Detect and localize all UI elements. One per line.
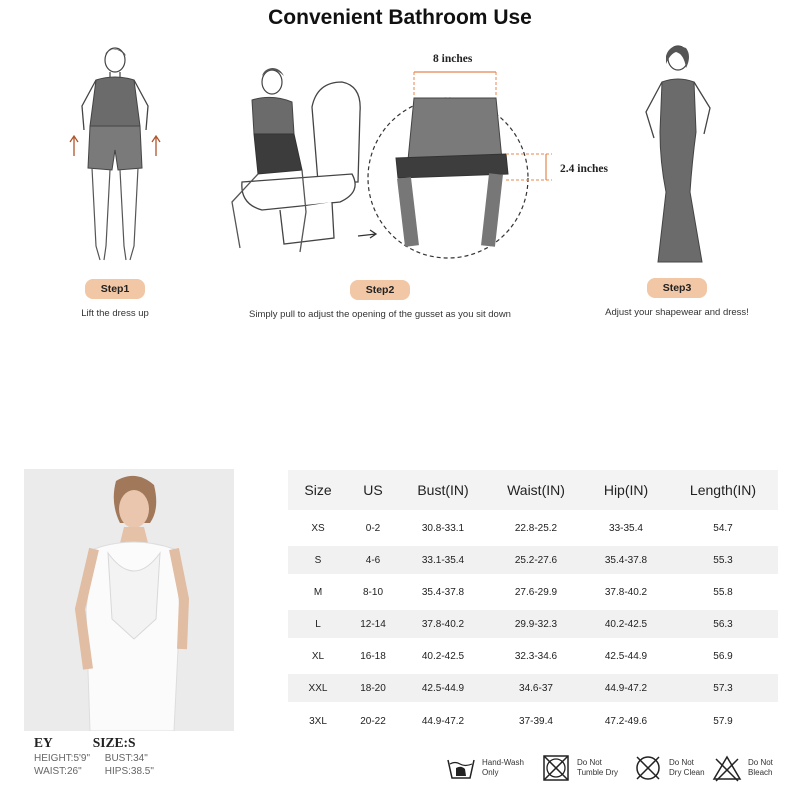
cell-waist: 25.2-27.6	[488, 544, 584, 576]
header-us: US	[348, 470, 398, 512]
cell-waist: 27.6-29.9	[488, 576, 584, 608]
step1-figure	[60, 46, 170, 276]
cell-length: 56.3	[668, 608, 778, 640]
table-row	[288, 704, 778, 736]
cell-waist: 22.8-25.2	[488, 512, 584, 544]
step1-badge: Step1	[85, 279, 146, 299]
cell-hip: 44.9-47.2	[584, 672, 668, 704]
cell-waist: 34.6-37	[488, 672, 584, 704]
cell-size: XL	[288, 640, 348, 672]
header-length: Length(IN)	[668, 470, 778, 512]
cell-hip: 33-35.4	[584, 512, 668, 544]
cell-size: L	[288, 608, 348, 640]
cell-hip: 47.2-49.6	[584, 704, 668, 736]
care-hand-wash	[446, 752, 524, 784]
model-photo	[24, 469, 234, 731]
cell-size: 3XL	[288, 704, 348, 736]
table-header-row	[288, 470, 778, 512]
measure-height-label: 2.4 inches	[560, 163, 608, 175]
table-row	[288, 608, 778, 640]
step1-description: Lift the dress up	[81, 308, 149, 319]
care-no-dry-clean	[633, 752, 705, 784]
gusset-detail-figure	[356, 50, 626, 260]
step3-figure	[620, 42, 730, 270]
cell-size: S	[288, 544, 348, 576]
cell-hip: 42.5-44.9	[584, 640, 668, 672]
cell-length: 57.9	[668, 704, 778, 736]
cell-waist: 37-39.4	[488, 704, 584, 736]
step2-description: Simply pull to adjust the opening of the gusset as you sit down	[249, 309, 511, 320]
cell-bust: 42.5-44.9	[398, 672, 488, 704]
care-no-bleach	[712, 752, 773, 784]
header-waist: Waist(IN)	[488, 470, 584, 512]
table-row	[288, 576, 778, 608]
cell-length: 57.3	[668, 672, 778, 704]
header-size: Size	[288, 470, 348, 512]
step2-figure	[222, 52, 372, 267]
no-bleach-icon	[712, 754, 742, 782]
table-row	[288, 640, 778, 672]
step1	[50, 279, 180, 319]
header-bust: Bust(IN)	[398, 470, 488, 512]
model-height: HEIGHT:5'9"	[34, 753, 91, 764]
table-row	[288, 672, 778, 704]
cell-length: 54.7	[668, 512, 778, 544]
size-chart-table	[288, 470, 778, 736]
care-no-tumble-dry	[541, 752, 618, 784]
page-title: Convenient Bathroom Use	[268, 6, 532, 29]
cell-waist: 29.9-32.3	[488, 608, 584, 640]
step3-description: Adjust your shapewear and dress!	[605, 307, 749, 318]
model-bust: BUST:34"	[104, 753, 148, 764]
header-hip: Hip(IN)	[584, 470, 668, 512]
step2-badge: Step2	[350, 280, 411, 300]
cell-hip: 40.2-42.5	[584, 608, 668, 640]
model-size: SIZE:S	[92, 735, 136, 750]
care-no-dry-clean-label: Do Not Dry Clean	[669, 758, 705, 777]
cell-bust: 30.8-33.1	[398, 512, 488, 544]
model-name: EY	[34, 735, 53, 750]
step3	[592, 278, 762, 318]
model-caption	[34, 735, 214, 777]
cell-waist: 32.3-34.6	[488, 640, 584, 672]
cell-us: 0-2	[348, 512, 398, 544]
cell-size: M	[288, 576, 348, 608]
model-hips: HIPS:38.5"	[104, 766, 154, 777]
cell-length: 55.3	[668, 544, 778, 576]
cell-us: 18-20	[348, 672, 398, 704]
cell-size: XXL	[288, 672, 348, 704]
cell-us: 4-6	[348, 544, 398, 576]
cell-bust: 44.9-47.2	[398, 704, 488, 736]
care-hand-wash-label: Hand-Wash Only	[482, 758, 524, 777]
cell-length: 56.9	[668, 640, 778, 672]
cell-hip: 35.4-37.8	[584, 544, 668, 576]
cell-bust: 40.2-42.5	[398, 640, 488, 672]
step3-badge: Step3	[647, 278, 708, 298]
cell-us: 8-10	[348, 576, 398, 608]
cell-size: XS	[288, 512, 348, 544]
cell-bust: 37.8-40.2	[398, 608, 488, 640]
cell-bust: 35.4-37.8	[398, 576, 488, 608]
table-row	[288, 512, 778, 544]
care-no-bleach-label: Do Not Bleach	[748, 758, 773, 777]
no-dry-clean-icon	[633, 754, 663, 782]
cell-us: 20-22	[348, 704, 398, 736]
care-no-tumble-dry-label: Do Not Tumble Dry	[577, 758, 619, 777]
hand-wash-icon	[446, 754, 476, 782]
step2	[230, 280, 530, 320]
no-tumble-dry-icon	[541, 754, 571, 782]
measure-width-label: 8 inches	[433, 53, 473, 65]
cell-hip: 37.8-40.2	[584, 576, 668, 608]
model-waist: WAIST:26"	[34, 766, 82, 777]
cell-length: 55.8	[668, 576, 778, 608]
table-row	[288, 544, 778, 576]
cell-bust: 33.1-35.4	[398, 544, 488, 576]
cell-us: 12-14	[348, 608, 398, 640]
cell-us: 16-18	[348, 640, 398, 672]
